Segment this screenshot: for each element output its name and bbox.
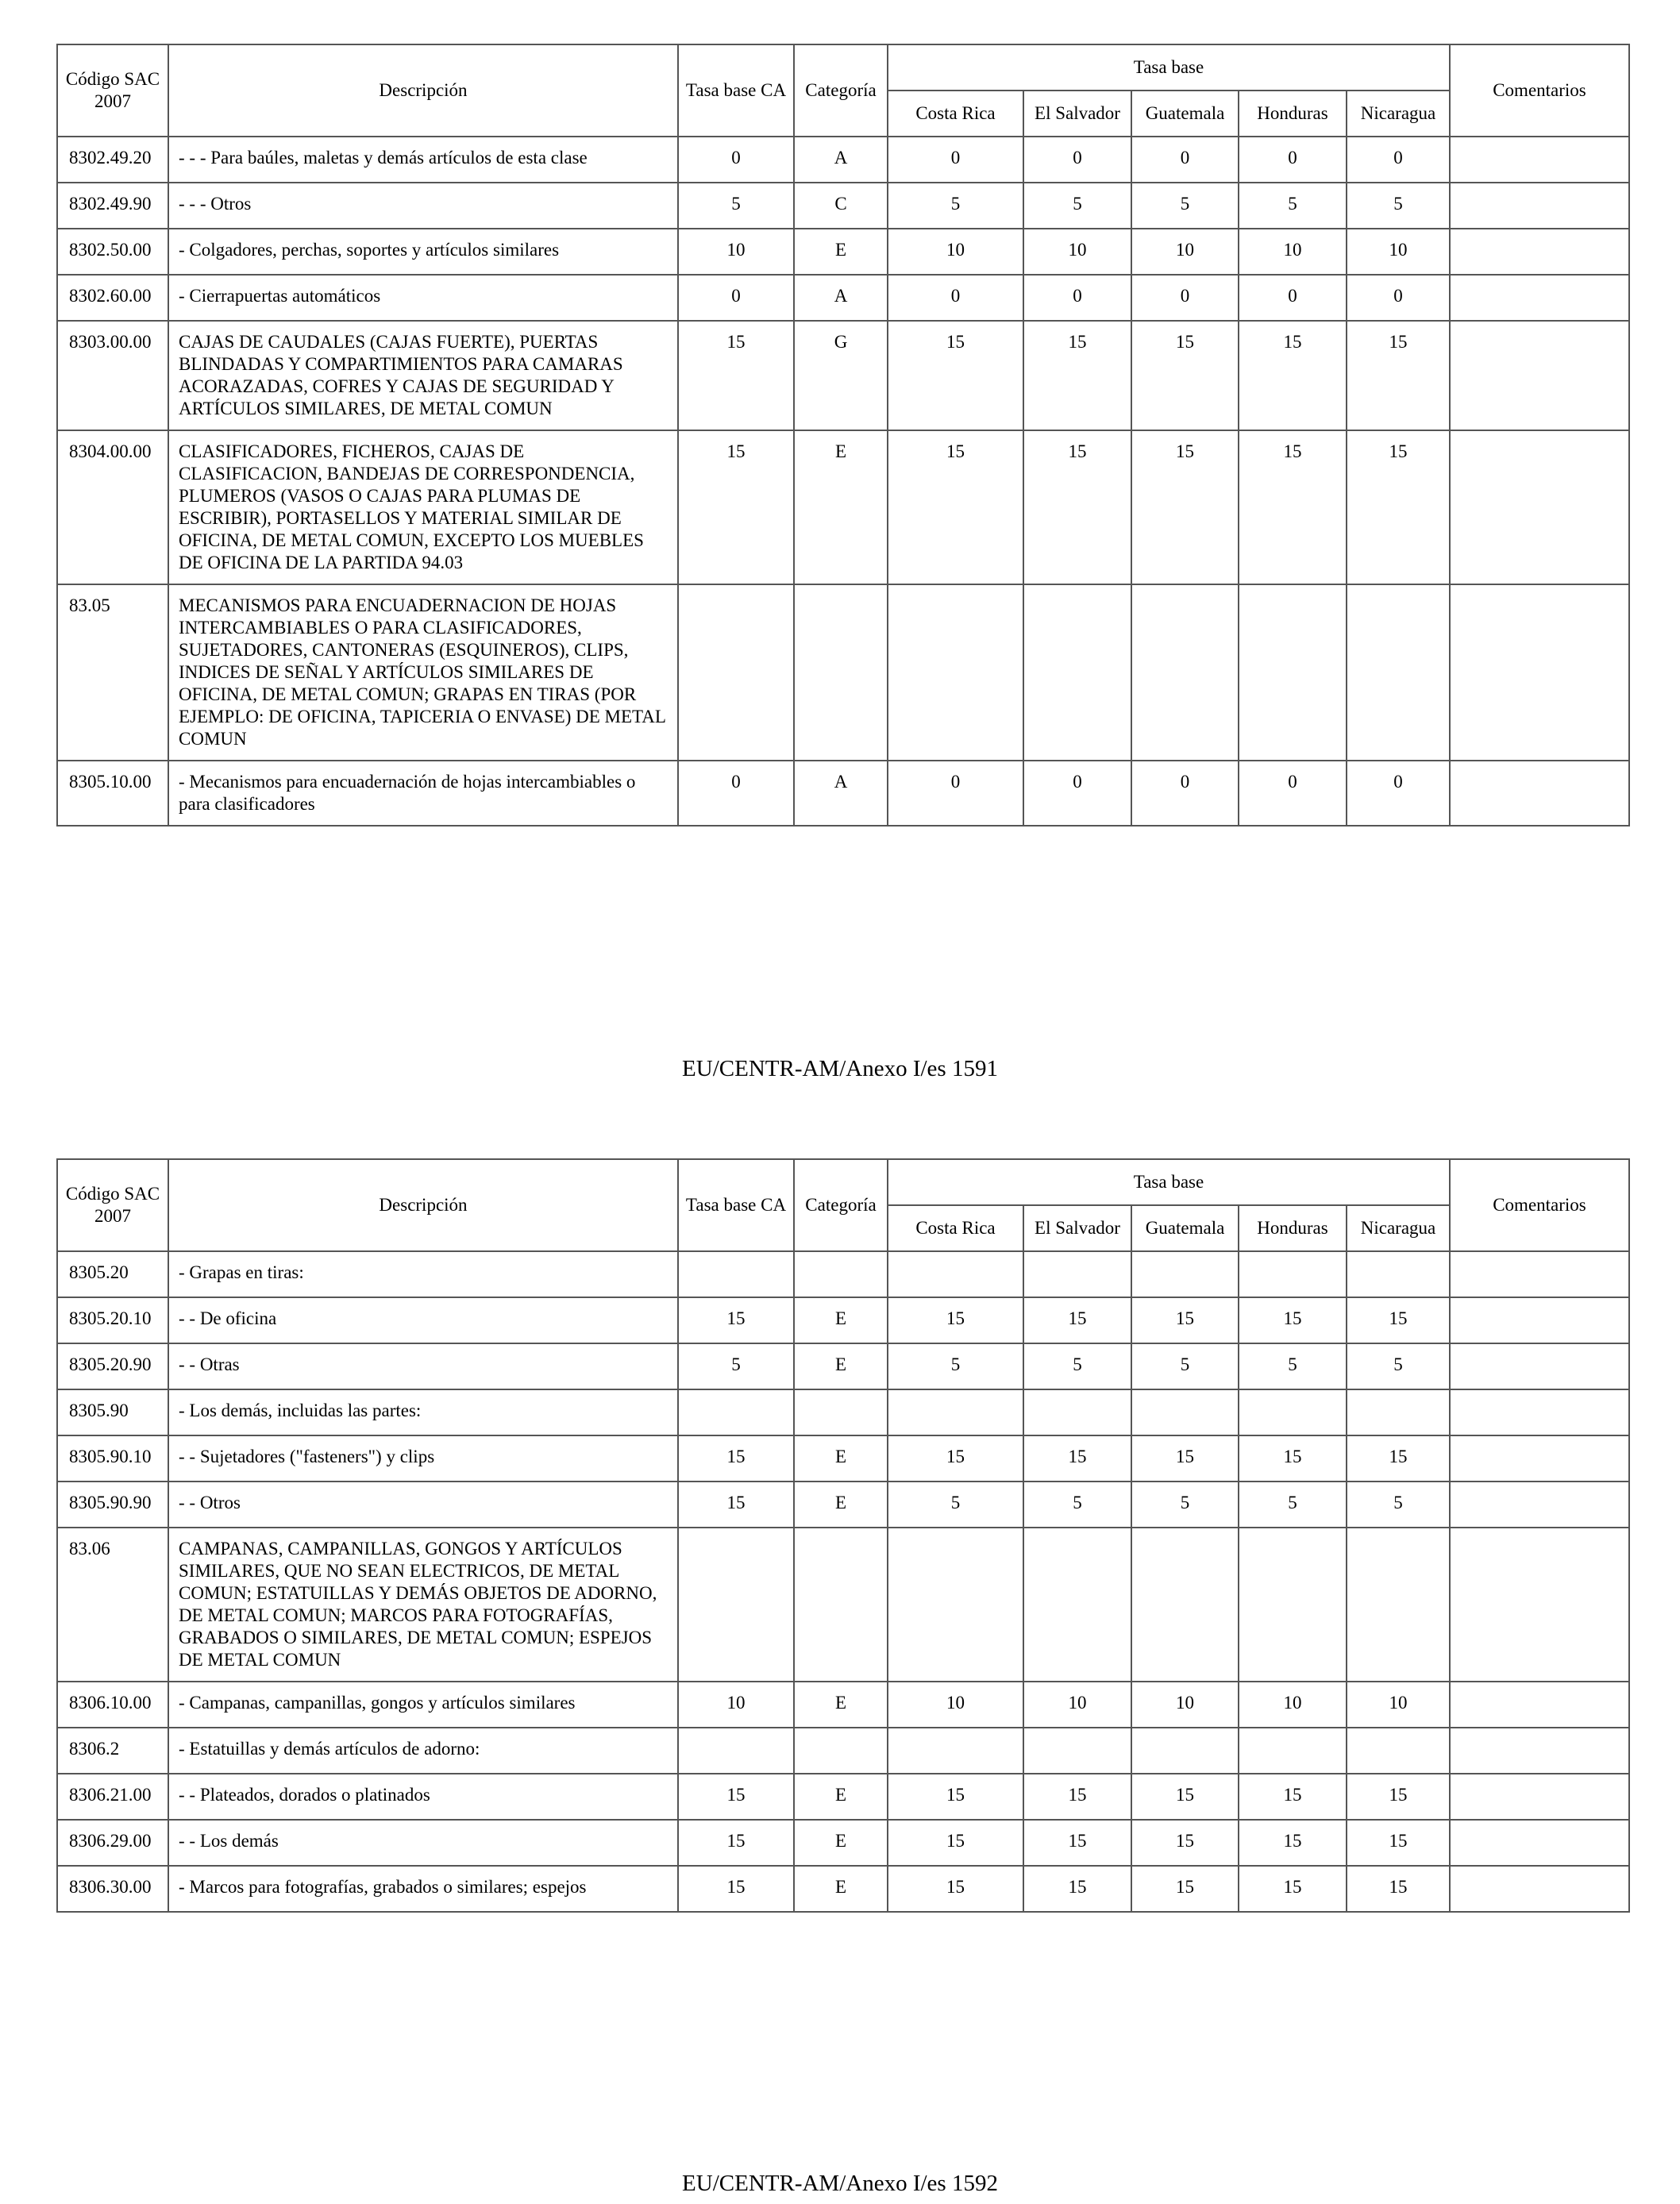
header-honduras: Honduras	[1239, 1205, 1347, 1251]
cell-nicaragua: 0	[1347, 137, 1450, 183]
header-tasa-base-ca: Tasa base CA	[678, 1159, 794, 1251]
cell-comentarios	[1450, 275, 1629, 321]
cell-tasa-base-ca: 10	[678, 229, 794, 275]
header-guatemala: Guatemala	[1131, 1205, 1239, 1251]
cell-code: 8305.10.00	[57, 761, 168, 826]
cell-tasa-base-ca: 5	[678, 1343, 794, 1389]
table-row	[57, 1774, 1629, 1820]
cell-comentarios	[1450, 137, 1629, 183]
cell-honduras: 15	[1239, 430, 1347, 584]
cell-guatemala: 15	[1131, 430, 1239, 584]
cell-description: - Los demás, incluidas las partes:	[168, 1389, 678, 1435]
cell-guatemala	[1131, 1728, 1239, 1774]
cell-tasa-base-ca	[678, 1251, 794, 1297]
cell-categoria: E	[794, 430, 888, 584]
cell-comentarios	[1450, 183, 1629, 229]
cell-costa-rica	[888, 584, 1023, 761]
cell-categoria: E	[794, 1435, 888, 1482]
cell-el-salvador: 5	[1023, 1482, 1131, 1528]
header-tasa-base: Tasa base	[888, 1159, 1450, 1205]
cell-comentarios	[1450, 1435, 1629, 1482]
table-row	[57, 1435, 1629, 1482]
cell-description: - Grapas en tiras:	[168, 1251, 678, 1297]
table-row	[57, 1389, 1629, 1435]
page-number: EU/CENTR-AM/Anexo I/es 1591	[682, 1056, 998, 1081]
table-header	[57, 1159, 1629, 1251]
cell-guatemala	[1131, 1251, 1239, 1297]
cell-description: - - Los demás	[168, 1820, 678, 1866]
cell-comentarios	[1450, 761, 1629, 826]
cell-categoria: A	[794, 137, 888, 183]
cell-guatemala: 15	[1131, 1435, 1239, 1482]
cell-nicaragua	[1347, 1728, 1450, 1774]
cell-categoria: G	[794, 321, 888, 430]
cell-el-salvador: 5	[1023, 183, 1131, 229]
cell-nicaragua: 15	[1347, 321, 1450, 430]
cell-guatemala: 0	[1131, 275, 1239, 321]
cell-code: 8305.90.90	[57, 1482, 168, 1528]
header-comentarios: Comentarios	[1450, 1159, 1629, 1251]
cell-tasa-base-ca: 5	[678, 183, 794, 229]
cell-el-salvador	[1023, 1251, 1131, 1297]
cell-description: - - Sujetadores ("fasteners") y clips	[168, 1435, 678, 1482]
cell-guatemala: 15	[1131, 1774, 1239, 1820]
cell-code: 8306.30.00	[57, 1866, 168, 1912]
table-row	[57, 1251, 1629, 1297]
cell-code: 8303.00.00	[57, 321, 168, 430]
cell-tasa-base-ca: 0	[678, 275, 794, 321]
cell-comentarios	[1450, 584, 1629, 761]
header-guatemala: Guatemala	[1131, 91, 1239, 137]
cell-code: 8305.20	[57, 1251, 168, 1297]
cell-guatemala: 15	[1131, 1820, 1239, 1866]
table-row	[57, 183, 1629, 229]
cell-el-salvador	[1023, 1389, 1131, 1435]
cell-el-salvador: 0	[1023, 275, 1131, 321]
cell-comentarios	[1450, 1482, 1629, 1528]
cell-comentarios	[1450, 1528, 1629, 1682]
cell-tasa-base-ca: 0	[678, 137, 794, 183]
cell-costa-rica: 0	[888, 275, 1023, 321]
cell-description: MECANISMOS PARA ENCUADERNACION DE HOJAS INTERCAMBIABLES O PARA CLASIFICADORES, SUJETADORES, CANTONERAS (ESQUINEROS), CLIPS, INDICES DE SEÑAL Y ARTÍCULOS SIMILARES DE OFICINA, DE METAL COMUN; GRAPAS EN TIRAS (POR EJEMPLO: DE OFICINA, TAPICERIA O ENVASE) DE METAL COMUN	[168, 584, 678, 761]
table-row	[57, 275, 1629, 321]
cell-nicaragua	[1347, 1528, 1450, 1682]
cell-categoria: E	[794, 1343, 888, 1389]
table-header	[57, 44, 1629, 137]
cell-comentarios	[1450, 1682, 1629, 1728]
cell-comentarios	[1450, 1866, 1629, 1912]
cell-categoria	[794, 1528, 888, 1682]
cell-comentarios	[1450, 1728, 1629, 1774]
cell-comentarios	[1450, 1343, 1629, 1389]
cell-honduras: 0	[1239, 275, 1347, 321]
cell-honduras: 0	[1239, 761, 1347, 826]
cell-code: 8302.49.90	[57, 183, 168, 229]
cell-honduras: 15	[1239, 321, 1347, 430]
cell-description: - - De oficina	[168, 1297, 678, 1343]
cell-nicaragua: 10	[1347, 229, 1450, 275]
cell-honduras: 5	[1239, 1343, 1347, 1389]
table-row	[57, 321, 1629, 430]
header-costa-rica: Costa Rica	[888, 91, 1023, 137]
cell-costa-rica: 15	[888, 1297, 1023, 1343]
cell-honduras: 15	[1239, 1435, 1347, 1482]
cell-el-salvador: 5	[1023, 1343, 1131, 1389]
cell-description: CAJAS DE CAUDALES (CAJAS FUERTE), PUERTAS BLINDADAS Y COMPARTIMIENTOS PARA CAMARAS ACORAZADAS, COFRES Y CAJAS DE SEGURIDAD Y ARTÍCULOS SIMILARES, DE METAL COMUN	[168, 321, 678, 430]
cell-tasa-base-ca: 10	[678, 1682, 794, 1728]
cell-nicaragua: 15	[1347, 430, 1450, 584]
table-row	[57, 430, 1629, 584]
cell-nicaragua: 15	[1347, 1435, 1450, 1482]
cell-tasa-base-ca	[678, 1528, 794, 1682]
cell-comentarios	[1450, 1774, 1629, 1820]
cell-costa-rica: 10	[888, 1682, 1023, 1728]
cell-honduras: 10	[1239, 229, 1347, 275]
cell-categoria	[794, 1389, 888, 1435]
cell-categoria: E	[794, 1297, 888, 1343]
cell-description: - - - Para baúles, maletas y demás artículos de esta clase	[168, 137, 678, 183]
cell-code: 8305.20.10	[57, 1297, 168, 1343]
cell-description: - Mecanismos para encuadernación de hojas intercambiables o para clasificadores	[168, 761, 678, 826]
cell-honduras	[1239, 584, 1347, 761]
cell-el-salvador: 0	[1023, 761, 1131, 826]
table-row	[57, 1297, 1629, 1343]
cell-code: 8306.21.00	[57, 1774, 168, 1820]
cell-tasa-base-ca: 15	[678, 1482, 794, 1528]
cell-nicaragua: 5	[1347, 183, 1450, 229]
cell-costa-rica: 10	[888, 229, 1023, 275]
cell-categoria	[794, 584, 888, 761]
cell-nicaragua: 15	[1347, 1297, 1450, 1343]
cell-description: - Cierrapuertas automáticos	[168, 275, 678, 321]
table-row	[57, 1820, 1629, 1866]
cell-guatemala: 15	[1131, 321, 1239, 430]
cell-honduras: 0	[1239, 137, 1347, 183]
cell-costa-rica: 0	[888, 137, 1023, 183]
table-body	[57, 1251, 1629, 1912]
cell-categoria: E	[794, 1866, 888, 1912]
table-row	[57, 137, 1629, 183]
cell-honduras: 15	[1239, 1820, 1347, 1866]
cell-tasa-base-ca: 15	[678, 1435, 794, 1482]
cell-costa-rica: 15	[888, 1435, 1023, 1482]
cell-categoria	[794, 1728, 888, 1774]
cell-guatemala: 0	[1131, 137, 1239, 183]
cell-description: - Campanas, campanillas, gongos y artículos similares	[168, 1682, 678, 1728]
header-descripcion: Descripción	[168, 1159, 678, 1251]
cell-code: 8305.90	[57, 1389, 168, 1435]
cell-guatemala	[1131, 584, 1239, 761]
cell-el-salvador	[1023, 584, 1131, 761]
cell-tasa-base-ca: 15	[678, 1774, 794, 1820]
cell-description: - Estatuillas y demás artículos de adorno:	[168, 1728, 678, 1774]
cell-categoria: E	[794, 229, 888, 275]
cell-code: 8302.49.20	[57, 137, 168, 183]
cell-honduras: 15	[1239, 1774, 1347, 1820]
cell-costa-rica: 5	[888, 183, 1023, 229]
cell-costa-rica: 5	[888, 1343, 1023, 1389]
table-body	[57, 137, 1629, 826]
cell-el-salvador: 15	[1023, 1297, 1131, 1343]
cell-guatemala	[1131, 1389, 1239, 1435]
header-nicaragua: Nicaragua	[1347, 91, 1450, 137]
cell-comentarios	[1450, 229, 1629, 275]
cell-el-salvador	[1023, 1728, 1131, 1774]
cell-code: 8306.29.00	[57, 1820, 168, 1866]
cell-guatemala: 10	[1131, 229, 1239, 275]
cell-costa-rica: 15	[888, 430, 1023, 584]
cell-code: 8305.90.10	[57, 1435, 168, 1482]
cell-description: CAMPANAS, CAMPANILLAS, GONGOS Y ARTÍCULOS SIMILARES, QUE NO SEAN ELECTRICOS, DE METAL COMUN; ESTATUILLAS Y DEMÁS OBJETOS DE ADORNO, DE METAL COMUN; MARCOS PARA FOTOGRAFÍAS, GRABADOS O SIMILARES, DE METAL COMUN; ESPEJOS DE METAL COMUN	[168, 1528, 678, 1682]
cell-costa-rica: 15	[888, 1774, 1023, 1820]
cell-guatemala: 5	[1131, 183, 1239, 229]
table-row	[57, 1482, 1629, 1528]
cell-costa-rica	[888, 1251, 1023, 1297]
cell-tasa-base-ca: 15	[678, 1866, 794, 1912]
cell-nicaragua	[1347, 584, 1450, 761]
cell-code: 8304.00.00	[57, 430, 168, 584]
header-descripcion: Descripción	[168, 44, 678, 137]
cell-code: 8302.60.00	[57, 275, 168, 321]
table-row	[57, 1528, 1629, 1682]
table-row	[57, 1682, 1629, 1728]
table-row	[57, 584, 1629, 761]
page-number: EU/CENTR-AM/Anexo I/es 1592	[682, 2171, 998, 2196]
header-comentarios: Comentarios	[1450, 44, 1629, 137]
cell-code: 8305.20.90	[57, 1343, 168, 1389]
cell-honduras	[1239, 1728, 1347, 1774]
header-tasa-base: Tasa base	[888, 44, 1450, 91]
cell-costa-rica: 15	[888, 1866, 1023, 1912]
cell-el-salvador: 15	[1023, 1435, 1131, 1482]
cell-guatemala: 0	[1131, 761, 1239, 826]
cell-guatemala: 5	[1131, 1482, 1239, 1528]
cell-categoria: E	[794, 1774, 888, 1820]
cell-comentarios	[1450, 430, 1629, 584]
cell-guatemala: 5	[1131, 1343, 1239, 1389]
cell-honduras: 5	[1239, 1482, 1347, 1528]
cell-tasa-base-ca: 15	[678, 1820, 794, 1866]
table-row	[57, 229, 1629, 275]
cell-tasa-base-ca: 15	[678, 430, 794, 584]
cell-nicaragua: 15	[1347, 1866, 1450, 1912]
cell-honduras	[1239, 1528, 1347, 1682]
cell-code: 83.05	[57, 584, 168, 761]
cell-comentarios	[1450, 1251, 1629, 1297]
cell-description: - - Otros	[168, 1482, 678, 1528]
cell-categoria: A	[794, 761, 888, 826]
cell-description: - Marcos para fotografías, grabados o similares; espejos	[168, 1866, 678, 1912]
header-honduras: Honduras	[1239, 91, 1347, 137]
header-costa-rica: Costa Rica	[888, 1205, 1023, 1251]
table-row	[57, 1728, 1629, 1774]
cell-guatemala: 15	[1131, 1297, 1239, 1343]
cell-code: 8302.50.00	[57, 229, 168, 275]
cell-nicaragua: 0	[1347, 761, 1450, 826]
cell-costa-rica	[888, 1528, 1023, 1682]
cell-costa-rica	[888, 1728, 1023, 1774]
cell-description: - Colgadores, perchas, soportes y artículos similares	[168, 229, 678, 275]
cell-honduras: 10	[1239, 1682, 1347, 1728]
cell-description: - - Plateados, dorados o platinados	[168, 1774, 678, 1820]
cell-honduras: 5	[1239, 183, 1347, 229]
cell-code: 8306.10.00	[57, 1682, 168, 1728]
cell-el-salvador: 15	[1023, 321, 1131, 430]
cell-el-salvador: 15	[1023, 1774, 1131, 1820]
cell-el-salvador: 10	[1023, 229, 1131, 275]
cell-comentarios	[1450, 1820, 1629, 1866]
header-nicaragua: Nicaragua	[1347, 1205, 1450, 1251]
header-codigo: Código SAC 2007	[57, 44, 168, 137]
cell-nicaragua: 10	[1347, 1682, 1450, 1728]
cell-guatemala: 10	[1131, 1682, 1239, 1728]
cell-honduras: 15	[1239, 1297, 1347, 1343]
cell-honduras: 15	[1239, 1866, 1347, 1912]
cell-nicaragua: 5	[1347, 1482, 1450, 1528]
cell-nicaragua	[1347, 1389, 1450, 1435]
cell-tasa-base-ca	[678, 1728, 794, 1774]
header-codigo: Código SAC 2007	[57, 1159, 168, 1251]
cell-costa-rica: 15	[888, 1820, 1023, 1866]
table-row	[57, 1866, 1629, 1912]
cell-el-salvador: 0	[1023, 137, 1131, 183]
cell-guatemala	[1131, 1528, 1239, 1682]
cell-categoria: E	[794, 1682, 888, 1728]
cell-honduras	[1239, 1389, 1347, 1435]
cell-comentarios	[1450, 1389, 1629, 1435]
cell-code: 8306.2	[57, 1728, 168, 1774]
cell-el-salvador: 15	[1023, 430, 1131, 584]
cell-description: CLASIFICADORES, FICHEROS, CAJAS DE CLASIFICACION, BANDEJAS DE CORRESPONDENCIA, PLUMEROS (VASOS O CAJAS PARA PLUMAS DE ESCRIBIR), PORTASELLOS Y MATERIAL SIMILAR DE OFICINA, DE METAL COMUN, EXCEPTO LOS MUEBLES DE OFICINA DE LA PARTIDA 94.03	[168, 430, 678, 584]
cell-costa-rica	[888, 1389, 1023, 1435]
table-row	[57, 761, 1629, 826]
cell-nicaragua: 5	[1347, 1343, 1450, 1389]
tariff-table-page-1	[56, 44, 1630, 826]
header-categoria: Categoría	[794, 1159, 888, 1251]
cell-el-salvador: 15	[1023, 1820, 1131, 1866]
cell-comentarios	[1450, 1297, 1629, 1343]
cell-el-salvador: 10	[1023, 1682, 1131, 1728]
cell-nicaragua: 15	[1347, 1774, 1450, 1820]
cell-code: 83.06	[57, 1528, 168, 1682]
cell-tasa-base-ca: 15	[678, 321, 794, 430]
cell-categoria	[794, 1251, 888, 1297]
cell-comentarios	[1450, 321, 1629, 430]
cell-nicaragua	[1347, 1251, 1450, 1297]
cell-categoria: A	[794, 275, 888, 321]
cell-nicaragua: 15	[1347, 1820, 1450, 1866]
cell-tasa-base-ca	[678, 1389, 794, 1435]
header-tasa-base-ca: Tasa base CA	[678, 44, 794, 137]
cell-tasa-base-ca	[678, 584, 794, 761]
header-categoria: Categoría	[794, 44, 888, 137]
tariff-table-page-2	[56, 1158, 1630, 1913]
cell-nicaragua: 0	[1347, 275, 1450, 321]
cell-categoria: E	[794, 1820, 888, 1866]
cell-costa-rica: 15	[888, 321, 1023, 430]
cell-costa-rica: 0	[888, 761, 1023, 826]
cell-tasa-base-ca: 15	[678, 1297, 794, 1343]
header-el-salvador: El Salvador	[1023, 1205, 1131, 1251]
cell-description: - - Otras	[168, 1343, 678, 1389]
cell-el-salvador: 15	[1023, 1866, 1131, 1912]
table-row	[57, 1343, 1629, 1389]
header-el-salvador: El Salvador	[1023, 91, 1131, 137]
cell-honduras	[1239, 1251, 1347, 1297]
cell-el-salvador	[1023, 1528, 1131, 1682]
cell-categoria: E	[794, 1482, 888, 1528]
cell-guatemala: 15	[1131, 1866, 1239, 1912]
cell-tasa-base-ca: 0	[678, 761, 794, 826]
cell-costa-rica: 5	[888, 1482, 1023, 1528]
cell-categoria: C	[794, 183, 888, 229]
cell-description: - - - Otros	[168, 183, 678, 229]
